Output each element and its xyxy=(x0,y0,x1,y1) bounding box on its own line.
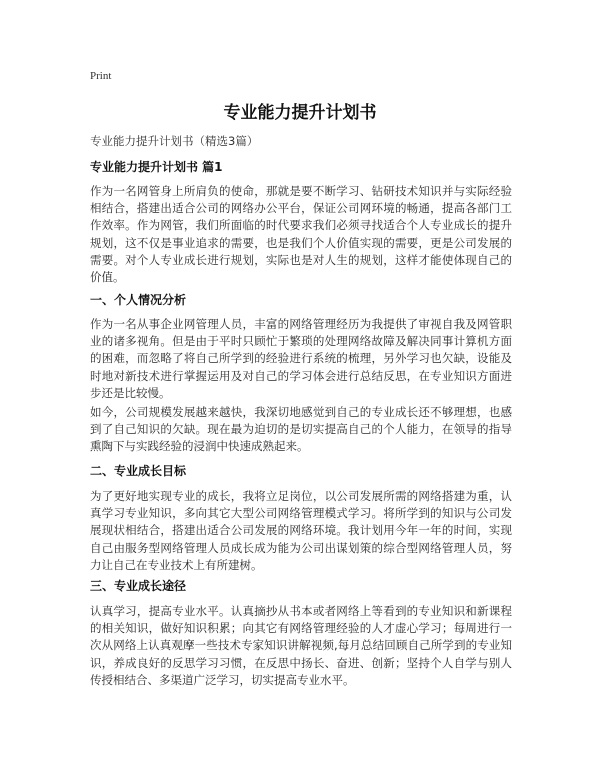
paragraph-growth-goal: 为了更好地实现专业的成长，我将立足岗位，以公司发展所需的网络搭建为重，认真学习专业知识，多向其它大型公司网络管理模式学习。将所学到的知识与公司发展现状相结合，搭建出适合公司发展的网络环境。我计划用今年一年的时间，实现自己由服务型网络管理人员成长成为能为公司出谋划策的综合型网络管理人员，努力让自己在专业技术上有所建树。 xyxy=(90,489,512,572)
subheading-growth-goal: 二、专业成长目标 xyxy=(90,464,187,478)
page-title: 专业能力提升计划书 xyxy=(223,103,377,123)
subheading-growth-path: 三、专业成长途径 xyxy=(90,579,187,593)
print-label[interactable]: Print xyxy=(90,70,112,82)
intro-paragraph: 作为一名网管身上所肩负的使命，那就是要不断学习、钻研技术知识并与实际经验相结合，搭建出适合公司的网络办公平台，保证公司网环境的畅通，提高各部门工作效率。作为网管，我们所面临的时代要求我们必须寻找适合个人专业成长的提升规划，这不仅是事业追求的需要，也是我们个人价值实现的需要，更是公司发展的需要。对个人专业成长进行规划，实际也是对人生的规划，这样才能使体现自己的价值。 xyxy=(90,184,512,285)
subheading-personal-analysis: 一、个人情况分析 xyxy=(90,293,187,307)
section-heading-1: 专业能力提升计划书 篇1 xyxy=(90,160,223,174)
paragraph-growth-path: 认真学习，提高专业水平。认真摘抄从书本或者网络上等看到的专业知识和新课程的相关知识，做好知识积累；向其它有网络管理经验的人才虚心学习；每周进行一次从网络上认真观摩一些技术专家知识讲解视频,每月总结回顾自己所学到的专业知识，养成良好的反思学习习惯，在反思中扬长、奋进、创新；坚持个人自学与别人传授相结合、多渠道广泛学习，切实提高专业水平。 xyxy=(90,604,512,687)
paragraph-personal-analysis-2: 如今，公司规模发展越来越快，我深切地感觉到自己的专业成长还不够理想，也感到了自己知识的欠缺。现在最为迫切的是切实提高自己的个人能力，在领导的指导熏陶下与实践经验的浸润中快速成熟起来。 xyxy=(90,405,512,454)
paragraph-personal-analysis-1: 作为一名从事企业网管理人员，丰富的网络管理经历为我提供了审视自我及网管职业的诸多视角。但是由于平时只顾忙于繁琐的处理网络故障及解决同事计算机方面的困难，而忽略了将自己所学到的经验进行系统的梳理，另外学习也欠缺，设能及时地对新技术进行掌握运用及对自己的学习体会进行总结反思，在专业知识方面进步还是比较慢。 xyxy=(90,317,512,400)
document-subtitle: 专业能力提升计划书（精选3篇） xyxy=(90,134,259,148)
